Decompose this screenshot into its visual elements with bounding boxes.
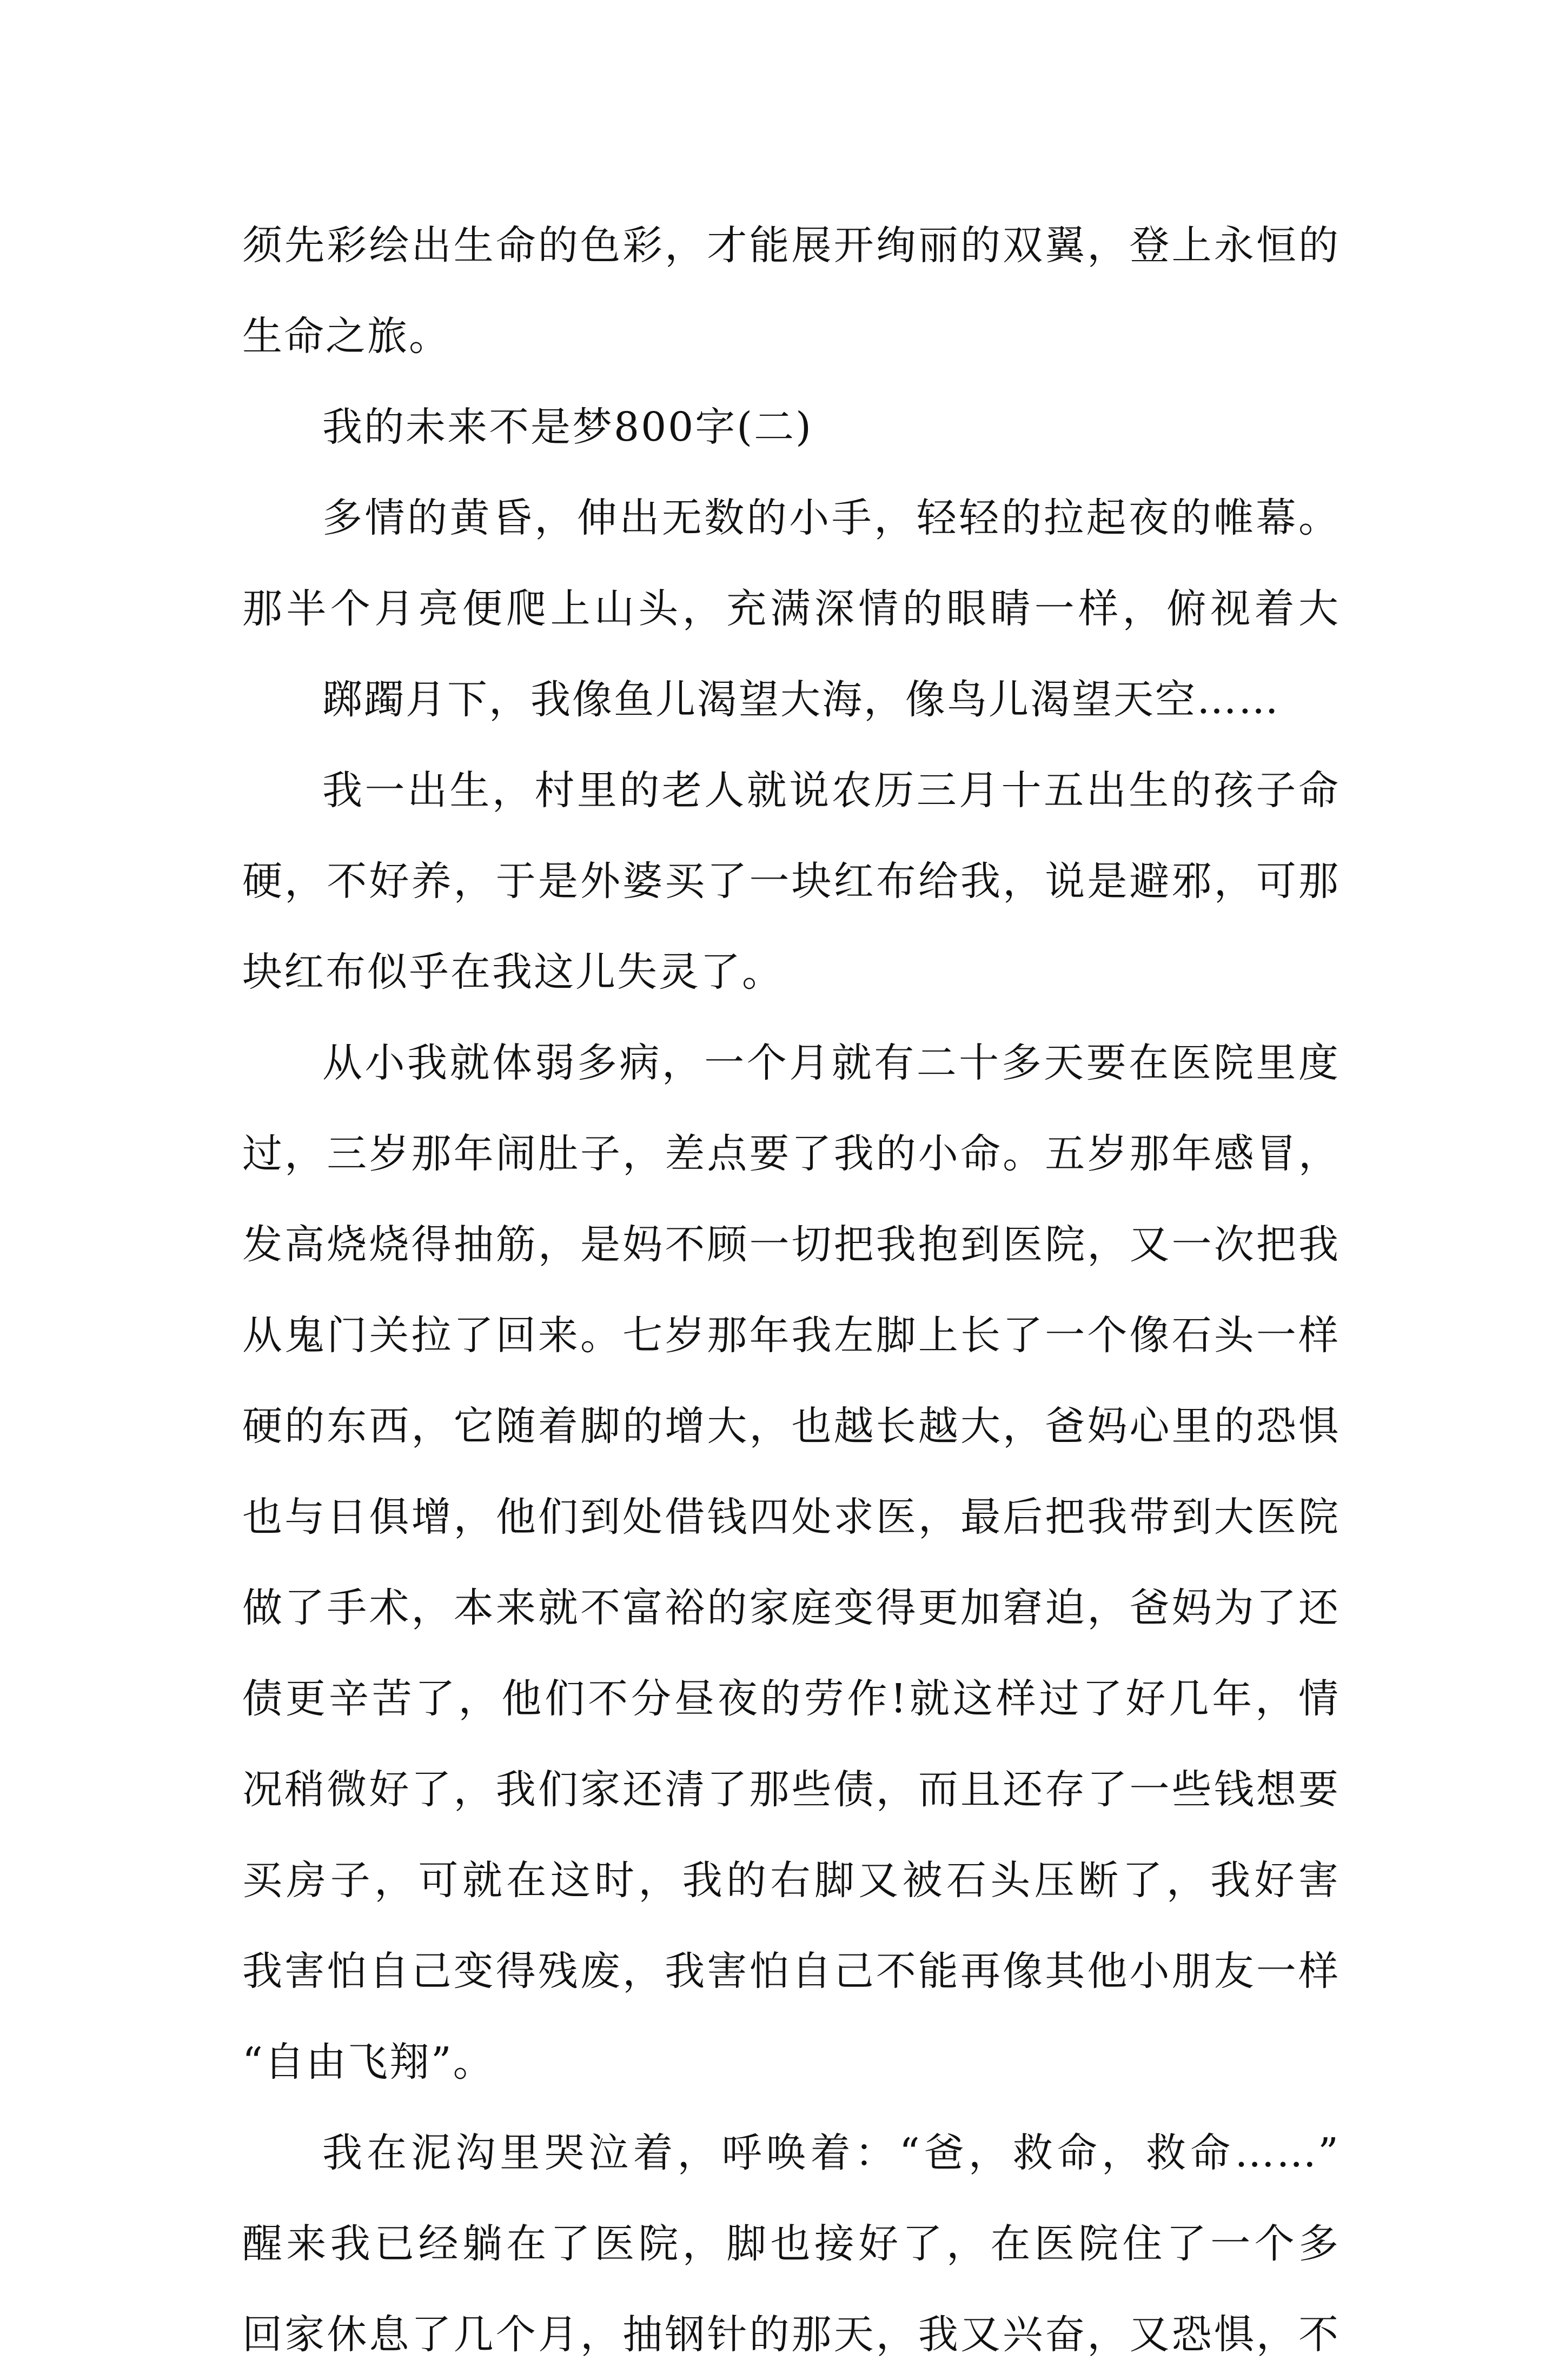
text-line: 块红布似乎在我这儿失灵了。 bbox=[242, 949, 784, 995]
text-line: 发高烧烧得抽筋，是妈不顾一切把我抱到医院，又一次把我 bbox=[242, 1221, 1340, 1268]
text-line: 硬的东西，它随着脚的增大，也越长越大，爸妈心里的恐惧 bbox=[242, 1403, 1340, 1450]
text-line: 硬，不好养，于是外婆买了一块红布给我，说是避邪，可那 bbox=[242, 858, 1340, 905]
text-line: 回家休息了几个月，抽钢针的那天，我又兴奋，又恐惧，不 bbox=[242, 2311, 1340, 2358]
text-line: 也与日俱增，他们到处借钱四处求医，最后把我带到大医院 bbox=[242, 1494, 1340, 1540]
section-heading: 我的未来不是梦800字(二) bbox=[322, 404, 813, 450]
text-line: 从鬼门关拉了回来。七岁那年我左脚上长了一个像石头一样 bbox=[242, 1312, 1340, 1359]
text-line: 踯躅月下，我像鱼儿渴望大海，像鸟儿渴望天空…… bbox=[322, 676, 1280, 723]
text-line: 债更辛苦了，他们不分昼夜的劳作!就这样过了好几年，情 bbox=[242, 1676, 1340, 1722]
text-line: 生命之旅。 bbox=[242, 313, 450, 360]
text-line: 须先彩绘出生命的色彩，才能展开绚丽的双翼，登上永恒的 bbox=[242, 222, 1340, 269]
text-line: 过，三岁那年闹肚子，差点要了我的小命。五岁那年感冒， bbox=[242, 1131, 1340, 1177]
text-line: 那半个月亮便爬上山头，充满深情的眼睛一样，俯视着大 bbox=[242, 586, 1340, 632]
text-line: 我在泥沟里哭泣着，呼唤着：“爸，救命，救命……” bbox=[322, 2130, 1340, 2176]
text-line: 多情的黄昏，伸出无数的小手，轻轻的拉起夜的帷幕。 bbox=[322, 495, 1340, 541]
text-line: 做了手术，本来就不富裕的家庭变得更加窘迫，爸妈为了还 bbox=[242, 1585, 1340, 1631]
text-line: 醒来我已经躺在了医院，脚也接好了，在医院住了一个多 bbox=[242, 2221, 1340, 2267]
document-page bbox=[242, 200, 1340, 2380]
text-line: 况稍微好了，我们家还清了那些债，而且还存了一些钱想要 bbox=[242, 1766, 1340, 1813]
text-line: “自由飞翔”。 bbox=[242, 2039, 495, 2085]
text-line: 买房子，可就在这时，我的右脚又被石头压断了，我好害 bbox=[242, 1857, 1340, 1904]
text-line: 我害怕自己变得残废，我害怕自己不能再像其他小朋友一样 bbox=[242, 1948, 1340, 1995]
text-line: 我一出生，村里的老人就说农历三月十五出生的孩子命 bbox=[322, 767, 1340, 814]
text-line: 从小我就体弱多病，一个月就有二十多天要在医院里度 bbox=[322, 1040, 1340, 1086]
